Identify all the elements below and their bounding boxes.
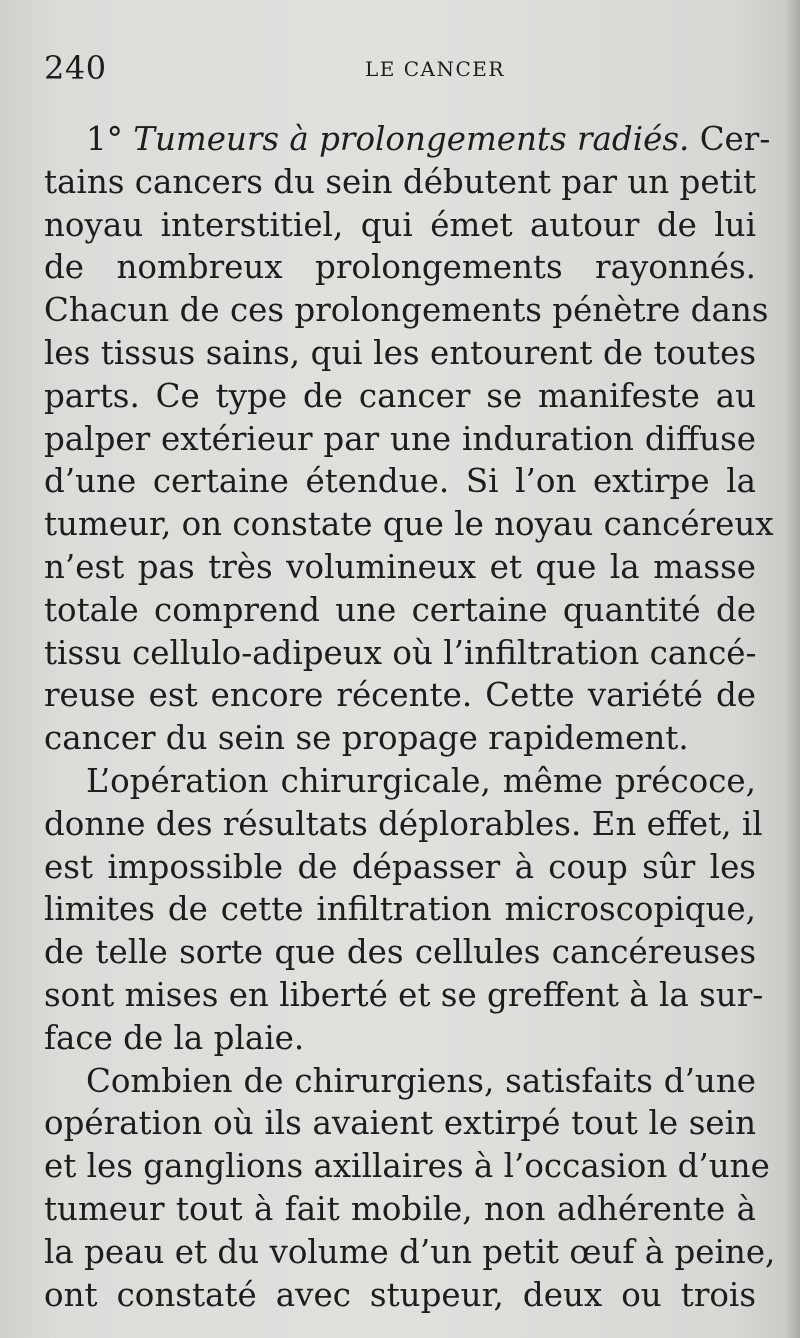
running-title: LE CANCER — [365, 57, 505, 81]
section-number: 1° — [86, 120, 134, 158]
text-line: et les ganglions axillaires à l’occasion d’une — [44, 1147, 770, 1186]
text-line: face de la plaie. — [44, 1018, 305, 1057]
text-line: cancer du sein se propage rapidement. — [44, 719, 689, 758]
text-line: limites de cette infiltration microscopique, — [44, 890, 756, 929]
text-line: n’est pas très volumineux et que la masse — [44, 547, 756, 586]
text-line: de nombreux prolongements rayonnés. — [44, 248, 756, 287]
text-line: les tissus sains, qui les entourent de toutes — [44, 333, 756, 372]
text-line: sont mises en liberté et se greffent à la sur- — [44, 975, 764, 1014]
text-line: tumeur tout à fait mobile, non adhérente à — [44, 1189, 756, 1228]
text-line: est impossible de dépasser à coup sûr les — [44, 847, 756, 886]
text-fragment: Cer- — [689, 120, 771, 158]
text-line: d’une certaine étendue. Si l’on extirpe la — [44, 462, 756, 501]
text-line: noyau interstitiel, qui émet autour de lui — [44, 205, 756, 244]
text-line: totale comprend une certaine quantité de — [44, 590, 756, 629]
text-line: tissu cellulo-adipeux où l’infiltration cancé- — [44, 633, 757, 672]
text-line: ont constaté avec stupeur, deux ou trois — [44, 1275, 756, 1314]
text-line: Combien de chirurgiens, satisfaits d’une — [86, 1061, 756, 1100]
text-line — [44, 118, 771, 161]
page-text — [44, 118, 776, 1316]
text-line: la peau et du volume d’un petit œuf à peine, — [44, 1232, 776, 1271]
text-line: palper extérieur par une induration diffuse — [44, 419, 756, 458]
text-line: reuse est encore récente. Cette variété de — [44, 676, 756, 715]
page-number: 240 — [44, 49, 107, 87]
text-line: opération où ils avaient extirpé tout le sein — [44, 1104, 756, 1143]
text-line: tumeur, on constate que le noyau cancéreux — [44, 505, 774, 544]
page-header — [44, 48, 756, 88]
text-line: Chacun de ces prolongements pénètre dans — [44, 291, 769, 330]
text-line: L’opération chirurgicale, même précoce, — [86, 761, 756, 800]
text-line: parts. Ce type de cancer se manifeste au — [44, 376, 756, 415]
section-title: Tumeurs à prolongements radiés. — [133, 120, 690, 158]
text-line: tains cancers du sein débutent par un petit — [44, 162, 757, 201]
text-line: donne des résultats déplorables. En effet, il — [44, 804, 763, 843]
text-line: de telle sorte que des cellules cancéreuses — [44, 933, 756, 972]
